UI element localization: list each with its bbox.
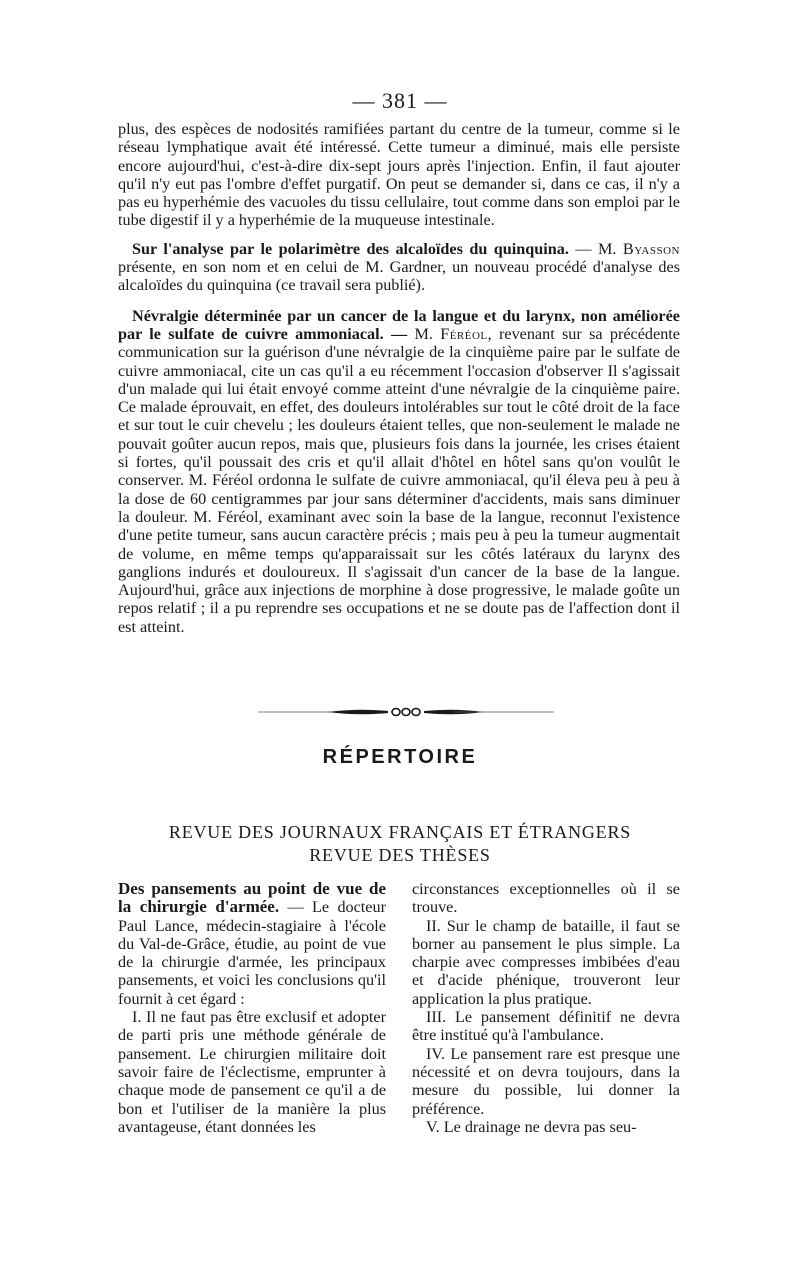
subheading-revue-theses: REVUE DES THÈSES [309, 845, 491, 865]
paragraph-continuation: plus, des espèces de nodosités ramifiées partant du centre de la tumeur, comme si le réseau lymphatique avait été intéressé. Cette tumeur a diminué, mais elle persiste encore aujourd'hui, c'est-à-dire dix-sept jours après l'injection. Enfin, il faut ajouter qu'il n'y eut pas l'ombre d'effet purgatif. On peut se demander si, dans ce cas, il n'y a pas eu hyperhémie des vacuoles du tissu cellulaire, tout comme dans son emploi par le tube digestif il y a hyperhémie de la muqueuse intestinale. [118, 120, 680, 230]
subheading-revue-journaux: REVUE DES JOURNAUX FRANÇAIS ET ÉTRANGERS [168, 822, 632, 842]
paragraph-nevralgie-text: , revenant sur sa précédente communication sur la guérison d'une névralgie de la cinquième paire par le sulfate de cuivre ammoniacal, cite un cas qu'il a eu récemment l'occasion d'observer Il s'agissait d'un malade qui lui était envoyé comme atteint d'une névralgie de la cinquième paire. Ce malade éprouvait, en effet, des douleurs intolérables sur tout le côté droit de la face et sur tout le cuir chevelu ; les douleurs étaient telles, que non-seulement le malade ne pouvait goûter aucun repos, mais que, plusieurs fois dans la journée, les crises étaient si fortes, qu'il poussait des cris et qu'il allait d'hôtel en hôtel sans qu'on voulût le conserver. M. Féréol ordonna le sulfate de cuivre ammoniacal, qu'il éleva peu à peu à la dose de 60 centigrammes par jour sans déterminer d'accidents, mais sans diminuer la douleur. M. Féréol, examinant avec soin la base de la langue, reconnut l'existence d'une petite tumeur, sans aucun caractère précis ; mais peu à peu la tumeur augmentait de volume, en même temps qu'apparaissait sur les côtés latéraux du larynx des ganglions indurés et douloureux. Il s'agissait d'un cancer de la base de la langue. Aujourd'hui, grâce aux injections de morphine à dose progressive, le malade goûte un repos relatif ; il a pu reprendre ses occupations et ne se doute pas de l'affection dont il est atteint. [118, 324, 680, 636]
section-heading-repertoire: RÉPERTOIRE [322, 746, 478, 768]
conclusion-5: V. Le drainage ne devra pas seu- [426, 1117, 637, 1136]
article-intro [118, 880, 386, 1008]
left-column [118, 880, 386, 1136]
author-byasson: Byasson [622, 239, 680, 258]
right-column [412, 880, 680, 1136]
conclusion-2: II. Sur le champ de bataille, il faut se borner au pansement le plus simple. La charpie avec compresses imbibées d'eau et d'acide phénique, trouveront leur application la plus pratique. [412, 916, 680, 1008]
article-title-pansements: Des pansements au point de vue de la chirurgie d'armée. [118, 879, 386, 917]
text-m: M. [407, 324, 441, 343]
section-title-polarimetre: Sur l'analyse par le polarimètre des alcaloïdes du quinquina. [132, 239, 569, 258]
paragraph-nevralgie [118, 307, 680, 636]
author-fereol: Féréol [440, 324, 488, 343]
conclusion-3: III. Le pansement définitif ne devra être institué qu'à l'ambulance. [412, 1008, 680, 1045]
upper-text-block [118, 120, 680, 636]
paragraph-polarimetre-text: présente, en son nom et en celui de M. Gardner, un nouveau procédé d'analyse des alcaloïdes du quinquina (ce travail sera publié). [118, 258, 680, 295]
article-intro-text: — Le docteur Paul Lance, médecin-stagiaire à l'école du Val-de-Grâce, étudie, au point de vue de la chirurgie d'armée, les principaux pansements, et voici les conclusions qu'il fournit à cet égard : [118, 898, 386, 1008]
paragraph-polarimetre [118, 240, 680, 295]
conclusion-4: IV. Le pansement rare est presque une nécessité et on devra toujours, dans la mesure du possible, lui donner la préférence. [412, 1044, 680, 1118]
conclusion-1-continued: circonstances exceptionnelles où il se trouve. [412, 880, 680, 917]
conclusion-1: I. Il ne faut pas être exclusif et adopter de parti pris une méthode générale de pansement. Le chirurgien militaire doit savoir faire de l'éclectisme, emprunter à chaque mode de pansement ce qu'il a de bon et l'utiliser de la manière la plus avantageuse, étant données les [118, 1008, 386, 1136]
ornament-divider [258, 702, 554, 722]
page-number: — 381 — [352, 88, 448, 113]
text-dash: — M. [568, 239, 623, 258]
section-title-nevralgie: Névralgie déterminée par un cancer de la langue et du larynx, non améliorée par le sulfate de cuivre ammoniacal. — [118, 306, 680, 343]
